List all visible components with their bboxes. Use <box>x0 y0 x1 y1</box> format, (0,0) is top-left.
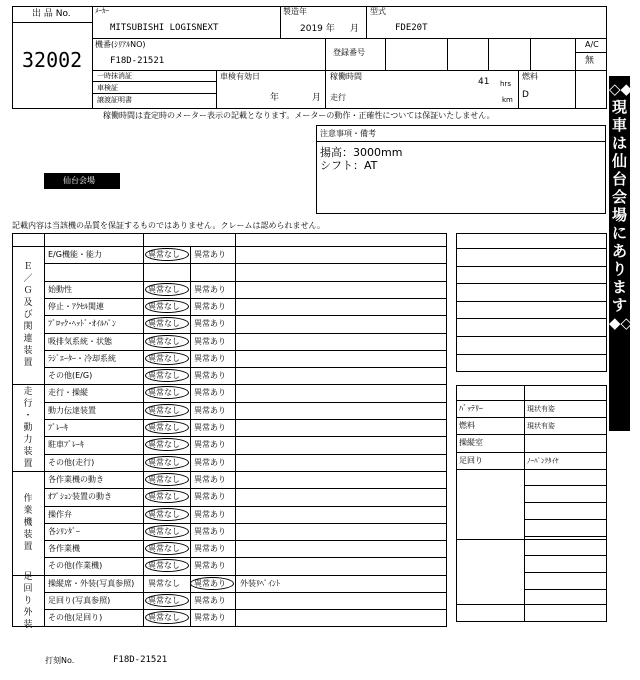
row-divider <box>44 350 447 351</box>
group-divider <box>12 471 447 472</box>
ng-option: 異常あり <box>194 613 226 623</box>
lot-number: 32002 <box>22 48 83 72</box>
ok-circle <box>145 421 189 434</box>
ok-option: 異常なし <box>148 336 180 346</box>
table-row-part: 駐車ﾌﾞﾚｰｷ <box>48 440 84 450</box>
table-row-part: その他(作業機) <box>48 561 103 571</box>
right-row-divider <box>456 336 607 337</box>
row-divider <box>44 419 447 420</box>
ok-circle <box>145 369 189 382</box>
col-divider <box>143 233 144 627</box>
lot-label: 出 品 No. <box>32 9 71 19</box>
att-row-divider <box>524 536 607 537</box>
ok-option: 異常なし <box>148 405 180 415</box>
ok-circle <box>145 473 189 486</box>
row-divider <box>44 609 447 610</box>
row-divider <box>44 454 447 455</box>
ok-option: 異常なし <box>148 388 180 398</box>
stamp-value: F18D-21521 <box>113 655 168 665</box>
result-row-divider <box>456 469 607 470</box>
maker-label: ﾒｰｶｰ <box>95 7 109 15</box>
ok-circle <box>145 335 189 348</box>
inspection-label: 車検有効日 <box>220 72 260 81</box>
ok-option: 異常なし <box>148 440 180 450</box>
ng-option: 異常あり <box>194 526 226 536</box>
table-row-part: 各作業機 <box>48 544 80 554</box>
year-value: 2019 年 <box>300 24 335 34</box>
ok-circle <box>145 542 189 555</box>
work-row-divider <box>524 572 607 573</box>
table-row-part: ｵﾌﾟｼｮﾝ装置の動き <box>48 492 112 502</box>
result-part: 操縦室 <box>459 438 483 448</box>
location-banner <box>609 76 633 431</box>
section-divider <box>456 539 607 540</box>
ng-option: 異常あり <box>194 405 226 415</box>
group-label: Ｅ ／ Ｇ 及 び 関 連 装 置 <box>23 262 33 369</box>
ok-circle <box>145 525 189 538</box>
cert-1: 一時抹消証 <box>97 72 132 80</box>
remarks-label: 注意事項・備考 <box>320 129 376 138</box>
table-row-part: 始動性 <box>48 284 72 294</box>
table-row-part: 各ｼﾘﾝﾀﾞｰ <box>48 526 80 536</box>
ng-option: 異常あり <box>194 561 226 571</box>
row-divider <box>44 506 447 507</box>
result-part: 燃料 <box>459 421 475 431</box>
ac-label: A/C <box>585 40 599 49</box>
ng-option: 異常あり <box>194 371 226 381</box>
row-divider <box>44 436 447 437</box>
ng-option: 異常あり <box>194 544 226 554</box>
fuel-value: D <box>522 90 529 100</box>
cert-2: 車検証 <box>97 84 118 92</box>
ng-option: 異常あり <box>194 509 226 519</box>
ng-option: 異常あり <box>194 284 226 294</box>
table-row-part: 吸排気系統・状態 <box>48 336 112 346</box>
table-row-part: その他(走行) <box>48 457 95 467</box>
ok-circle <box>145 404 189 417</box>
ng-option: 異常あり <box>194 250 226 259</box>
row-divider <box>44 367 447 368</box>
ng-option: 異常あり <box>194 301 226 311</box>
table-row-part: その他(E/G) <box>48 371 93 381</box>
banner-text: 現 車 は 仙 台 会 場 に あ り ま す <box>611 98 627 314</box>
hours-value: 41 <box>478 77 490 87</box>
ok-circle <box>145 248 189 261</box>
km-unit: km <box>502 96 513 104</box>
model-value: FDE20T <box>395 23 428 33</box>
inspection-month: 月 <box>312 93 322 103</box>
row-divider <box>44 281 447 282</box>
group-label: 足 回 り 外 装 <box>23 571 33 630</box>
maker-value: MITSUBISHI LOGISNEXT <box>110 23 219 33</box>
ok-option: 異常なし <box>148 596 180 605</box>
ng-option: 異常あり <box>194 336 226 346</box>
right-detail-box <box>456 233 607 372</box>
result-value: 現状有姿 <box>527 422 555 431</box>
ok-option: 異常なし <box>148 613 180 623</box>
remarks-line-2: シフト：AT <box>320 159 378 172</box>
result-row-divider <box>456 452 607 453</box>
table-row-part: その他(足回り) <box>48 613 103 623</box>
ok-option: 異常なし <box>148 544 180 554</box>
result-col-divider <box>524 385 525 622</box>
ng-option: 異常あり <box>194 492 226 502</box>
table-row-part: 操縦席・外装(写真参照) <box>48 578 135 588</box>
ng-option: 異常あり <box>194 474 226 484</box>
ok-circle <box>145 456 189 469</box>
right-row-divider <box>456 318 607 319</box>
banner-top: ◇◆ <box>609 80 633 98</box>
ok-option: 異常なし <box>148 509 180 519</box>
result-header-divider <box>456 400 607 401</box>
result-value: ﾉｰﾊﾟﾝｸﾀｲﾔ <box>527 456 559 465</box>
table-row-part: ﾗｼﾞｴｰﾀｰ・冷却系統 <box>48 353 116 363</box>
fuel-label: 燃料 <box>522 72 538 81</box>
right-row-divider <box>456 266 607 267</box>
ok-option: 異常なし <box>148 578 180 588</box>
reg-label: 登録番号 <box>333 48 365 57</box>
hours-unit: hrs <box>500 80 511 88</box>
att-row-divider <box>524 485 607 486</box>
right-row-divider <box>456 354 607 355</box>
serial-label: 機番(ｼﾘｱﾙNO) <box>95 40 146 49</box>
table-row-part: 足回り(写真参照) <box>48 596 111 605</box>
row-divider <box>44 298 447 299</box>
att-row-divider <box>524 502 607 503</box>
result-row-divider <box>456 417 607 418</box>
result-part: 足回り <box>459 455 483 465</box>
work-row-divider <box>524 555 607 556</box>
ng-option: 異常あり <box>194 457 226 467</box>
year-month: 月 <box>350 24 360 34</box>
table-row-part: 操作弁 <box>48 509 72 519</box>
ok-option: 異常なし <box>148 526 180 536</box>
cert-3: 譲渡証明書 <box>97 96 132 104</box>
row-divider <box>44 402 447 403</box>
group-label: 作 業 機 装 置 <box>23 493 33 552</box>
ok-option: 異常なし <box>148 423 180 432</box>
row-divider <box>44 592 447 593</box>
ng-option: 異常あり <box>194 578 226 588</box>
year-label: 製造年 <box>283 7 307 16</box>
ok-option: 異常なし <box>148 457 180 467</box>
section-divider <box>456 604 607 605</box>
ok-option: 異常なし <box>148 561 180 571</box>
model-label: 型式 <box>370 7 386 16</box>
quality-notice: 記載内容は当該機の品質を保証するものではありません。クレームは認められません。 <box>12 221 325 230</box>
result-box <box>456 385 607 622</box>
ng-option: 異常あり <box>194 388 226 398</box>
table-row-part: 動力伝達装置 <box>48 405 96 415</box>
table-row-part: 走行・操縦 <box>48 388 88 398</box>
right-row-divider <box>456 283 607 284</box>
result-row-divider <box>456 434 607 435</box>
meter-notice: 稼働時間は査定時のメーター表示の記載となります。メーターの動作・正確性については保証いたしません。 <box>103 111 495 120</box>
table-row-part: 各作業機の動き <box>48 474 104 484</box>
table-row-part: E/G機能・能力 <box>48 250 102 259</box>
ok-circle <box>145 300 189 313</box>
ok-option: 異常なし <box>148 301 180 311</box>
ok-option: 異常なし <box>148 353 180 363</box>
header-divider <box>12 246 447 247</box>
inspection-year: 年 <box>270 93 280 103</box>
row-divider <box>44 333 447 334</box>
group-divider <box>12 575 447 576</box>
ok-circle <box>145 283 189 296</box>
result-part: ﾊﾞｯﾃﾘｰ <box>459 404 483 413</box>
right-row-divider <box>456 301 607 302</box>
table-row-part: 停止・ｱｸｾﾙ関連 <box>48 301 104 311</box>
ok-circle <box>145 508 189 521</box>
col-divider <box>44 233 45 627</box>
ng-option: 異常あり <box>194 319 226 329</box>
ok-option: 異常なし <box>148 250 180 259</box>
row-divider <box>44 488 447 489</box>
right-row-divider <box>456 248 607 249</box>
row-divider <box>44 523 447 524</box>
ng-option: 異常あり <box>194 440 226 450</box>
row-divider <box>44 315 447 316</box>
detail-text: 外装ﾘﾍﾟｲﾝﾄ <box>240 578 280 588</box>
row-divider <box>44 540 447 541</box>
ng-circle <box>190 577 234 590</box>
hours-label: 稼働時間 <box>330 72 362 81</box>
banner-bottom: ◆◇ <box>609 314 633 332</box>
ok-option: 異常なし <box>148 284 180 294</box>
ok-option: 異常なし <box>148 371 180 381</box>
stamp-label: 打刻No. <box>45 656 75 665</box>
group-label: 走 行 ・ 動 力 装 置 <box>23 386 33 469</box>
travel-label: 走行 <box>330 93 346 102</box>
row-divider <box>44 557 447 558</box>
ng-option: 異常あり <box>194 423 226 432</box>
ac-value: 無 <box>585 56 595 66</box>
ok-option: 異常なし <box>148 474 180 484</box>
table-row-part: ﾌﾞﾚｰｷ <box>48 423 68 432</box>
ok-circle <box>145 352 189 365</box>
remarks-line-1: 揚高：3000mm <box>320 146 403 159</box>
result-value: 現状有姿 <box>527 405 555 413</box>
table-row-part: ﾌﾞﾛｯｸ･ﾍｯﾄﾞ･ｵｲﾙﾊﾟﾝ <box>48 319 116 329</box>
ok-option: 異常なし <box>148 319 180 329</box>
ng-option: 異常あり <box>194 353 226 363</box>
serial-value: F18D-21521 <box>110 56 165 66</box>
venue-text: 仙台会場 <box>63 176 95 185</box>
ng-option: 異常あり <box>194 596 226 605</box>
work-row-divider <box>524 589 607 590</box>
group-divider <box>12 384 447 385</box>
ok-circle <box>145 594 189 607</box>
row-divider <box>44 263 447 264</box>
ok-option: 異常なし <box>148 492 180 502</box>
col-divider <box>235 233 236 627</box>
att-row-divider <box>524 519 607 520</box>
